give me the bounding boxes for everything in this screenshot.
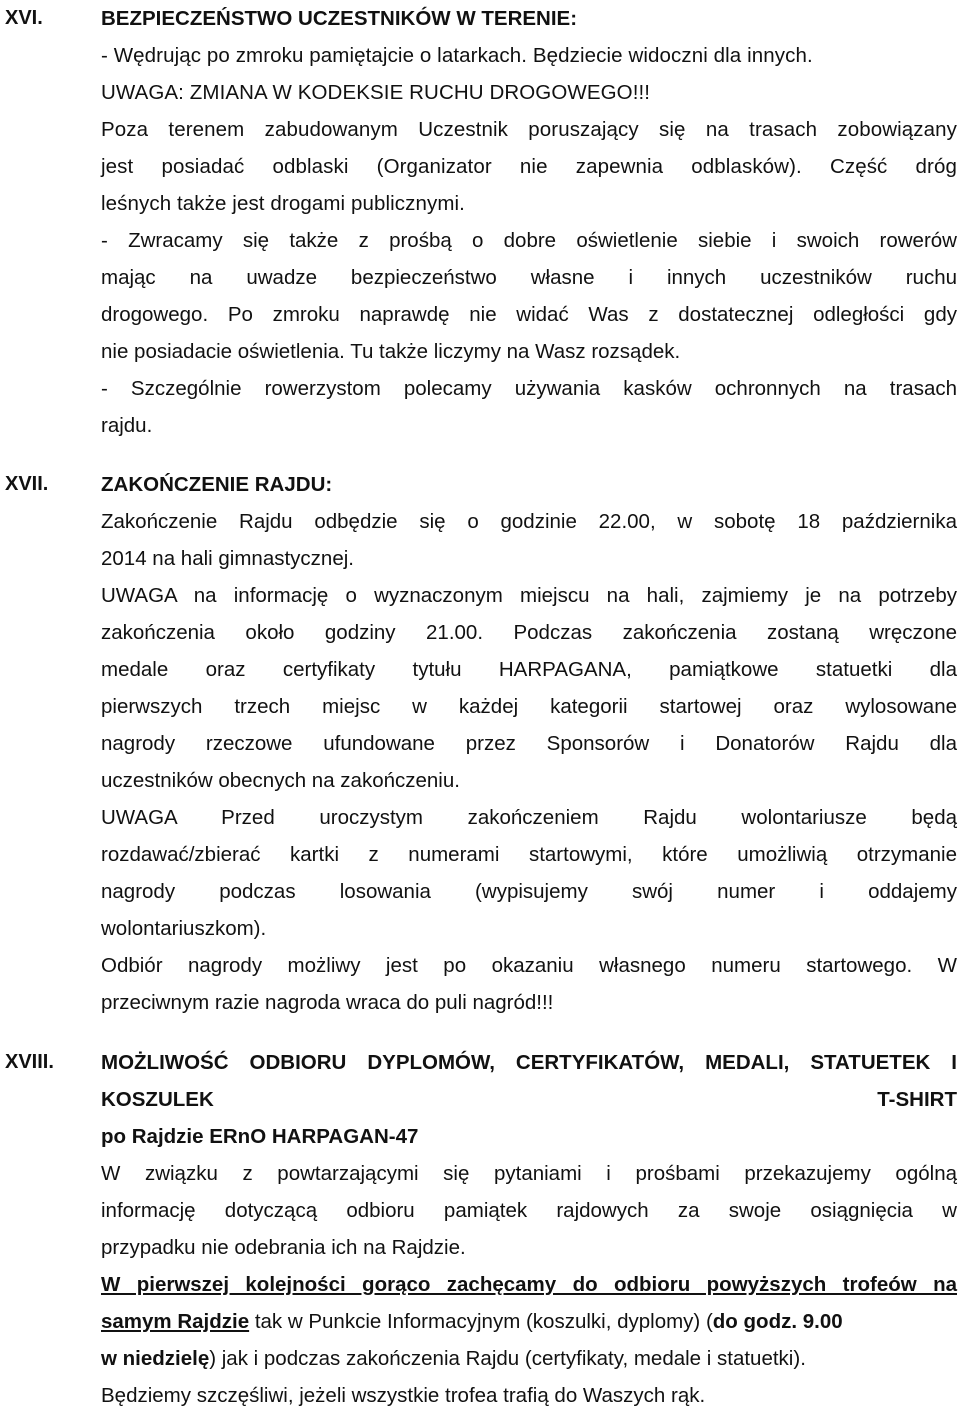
section-title-pickup-line2: [101, 1081, 957, 1118]
paragraph-line: - Szczególnie rowerzystom polecamy używania kasków ochronnych na trasach: [101, 377, 957, 400]
paragraph-line: przeciwnym razie nagroda wraca do puli nagród!!!: [101, 991, 554, 1014]
paragraph-line: nagrody rzeczowe ufundowane przez Sponsorów i Donatorów Rajdu dla: [101, 732, 957, 755]
paragraph-line: rozdawać/zbierać kartki z numerami startowymi, które umożliwią otrzymanie: [101, 843, 957, 866]
paragraph-line: mając na uwadze bezpieczeństwo własne i innych uczestników ruchu: [101, 266, 957, 289]
paragraph-line-mixed: [101, 1340, 957, 1377]
closing-ceremony-text: ) jak i podczas zakończenia Rajdu (certyfikaty, medale i statuetki).: [209, 1347, 806, 1370]
section-xvii: [101, 466, 957, 1021]
paragraph-line: Będziemy szczęśliwi, jeżeli wszystkie trofea trafią do Waszych rąk.: [101, 1384, 706, 1407]
emphasis-samym-rajdzie: samym Rajdzie: [101, 1310, 250, 1333]
title-tshirt: T-SHIRT: [877, 1088, 957, 1111]
paragraph-line: 2014 na hali gimnastycznej.: [101, 547, 354, 570]
paragraph-line: informację dotyczącą odbioru pamiątek rajdowych za swoje osiągnięcia w: [101, 1199, 957, 1222]
paragraph-line: leśnych także jest drogami publicznymi.: [101, 192, 465, 215]
info-point-text: tak w Punkcie Informacyjnym (koszulki, dyplomy) (: [249, 1310, 713, 1333]
paragraph-line: pierwszych trzech miejsc w każdej kategorii startowej oraz wylosowane: [101, 695, 957, 718]
section-title-pickup: MOŻLIWOŚĆ ODBIORU DYPLOMÓW, CERTYFIKATÓW, MEDALI, STATUETEK I: [101, 1051, 957, 1074]
paragraph-line-mixed: [101, 1303, 957, 1340]
emphasis-line: W pierwszej kolejności gorąco zachęcamy do odbioru powyższych trofeów na: [101, 1273, 957, 1296]
section-number-xvi: XVI.: [5, 7, 43, 29]
paragraph-line: UWAGA na informację o wyznaczonym miejscu na hali, zajmiemy je na potrzeby: [101, 584, 957, 607]
section-number-xvii: XVII.: [5, 473, 49, 495]
paragraph-line: nagrody podczas losowania (wypisujemy swój numer i oddajemy: [101, 880, 957, 903]
paragraph-line: rajdu.: [101, 414, 153, 437]
paragraph-line: drogowego. Po zmroku naprawdę nie widać Was z dostatecznej odległości gdy: [101, 303, 957, 326]
paragraph-line: Odbiór nagrody możliwy jest po okazaniu własnego numeru startowego. W: [101, 954, 957, 977]
section-title-safety: BEZPIECZEŃSTWO UCZESTNIKÓW W TERENIE:: [101, 7, 578, 30]
paragraph-line: Zakończenie Rajdu odbędzie się o godzinie 22.00, w sobotę 18 października: [101, 510, 957, 533]
section-number-xviii: XVIII.: [5, 1051, 54, 1073]
paragraph-line: medale oraz certyfikaty tytułu HARPAGANA, pamiątkowe statuetki dla: [101, 658, 957, 681]
section-xvi: [101, 0, 957, 444]
paragraph-line: W związku z powtarzającymi się pytaniami i prośbami przekazujemy ogólną: [101, 1162, 957, 1185]
section-subtitle-event: po Rajdzie ERnO HARPAGAN-47: [101, 1125, 419, 1148]
section-xviii: [101, 1044, 957, 1414]
paragraph-line: wolontariuszkom).: [101, 917, 267, 940]
paragraph-line: nie posiadacie oświetlenia. Tu także liczymy na Wasz rozsądek.: [101, 340, 681, 363]
paragraph-line: zakończenia około godziny 21.00. Podczas zakończenia zostaną wręczone: [101, 621, 957, 644]
paragraph-line: UWAGA Przed uroczystym zakończeniem Rajdu wolontariusze będą: [101, 806, 957, 829]
paragraph-line: przypadku nie odebrania ich na Rajdzie.: [101, 1236, 466, 1259]
paragraph-line: uczestników obecnych na zakończeniu.: [101, 769, 460, 792]
paragraph-line: - Zwracamy się także z prośbą o dobre oświetlenie siebie i swoich rowerów: [101, 229, 957, 252]
deadline-time: do godz. 9.00: [712, 1310, 843, 1333]
title-koszulek: KOSZULEK: [101, 1088, 214, 1111]
paragraph-line: Poza terenem zabudowanym Uczestnik poruszający się na trasach zobowiązany: [101, 118, 957, 141]
paragraph-line: jest posiadać odblaski (Organizator nie zapewnia odblasków). Część dróg: [101, 155, 957, 178]
paragraph-line: UWAGA: ZMIANA W KODEKSIE RUCHU DROGOWEGO!!!: [101, 81, 651, 104]
deadline-day: w niedzielę: [101, 1347, 210, 1370]
section-title-closing: ZAKOŃCZENIE RAJDU:: [101, 473, 333, 496]
paragraph-line: - Wędrując po zmroku pamiętajcie o latarkach. Będziecie widoczni dla innych.: [101, 44, 813, 67]
